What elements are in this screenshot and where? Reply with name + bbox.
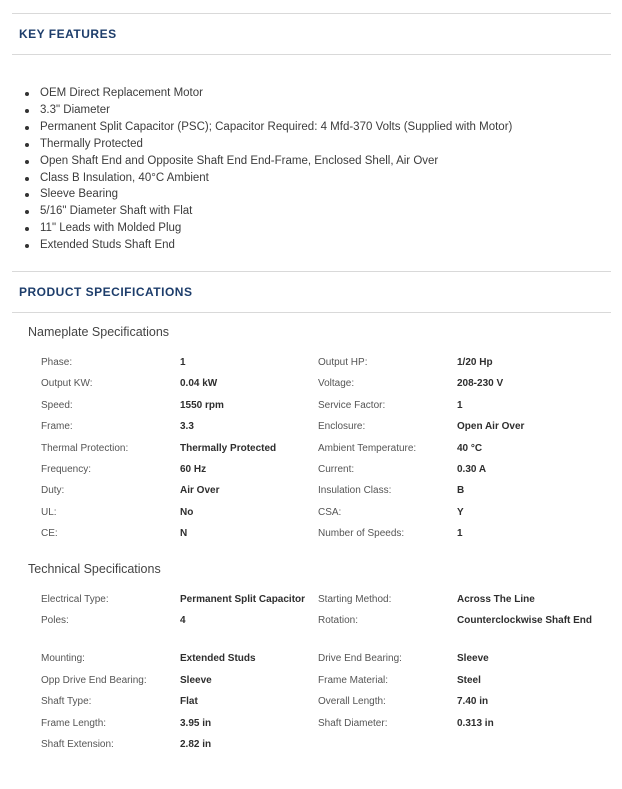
spec-value: 1550 rpm [180, 399, 224, 411]
spec-label: Number of Speeds: [318, 528, 405, 540]
spec-value: 208-230 V [457, 378, 504, 390]
spec-empty [457, 737, 601, 758]
spec-label: Mounting: [41, 653, 85, 665]
technical-specifications-table [41, 592, 601, 758]
feature-item: OEM Direct Replacement Motor [25, 85, 615, 102]
spec-value: 2.82 in [180, 738, 212, 750]
spec-label: Current: [318, 463, 355, 475]
spec-label: Shaft Extension: [41, 738, 114, 750]
spec-label: Phase: [41, 357, 73, 368]
table-row [41, 505, 601, 526]
spec-value: 40 °C [457, 442, 483, 454]
table-row [41, 441, 601, 462]
feature-item: Permanent Split Capacitor (PSC); Capacitor Required: 4 Mfd-370 Volts (Supplied with Motor) [25, 119, 615, 136]
spec-label: Voltage: [318, 378, 355, 390]
spec-label: Ambient Temperature: [318, 442, 417, 454]
key-features-divider [12, 54, 611, 55]
spec-label: Shaft Diameter: [318, 717, 388, 729]
top-divider [12, 13, 611, 14]
spec-value: Sleeve [457, 653, 489, 665]
feature-item: 5/16" Diameter Shaft with Flat [25, 203, 615, 220]
spec-label: Shaft Type: [41, 696, 92, 708]
spec-label: Rotation: [318, 615, 359, 627]
spec-value: 4 [180, 615, 186, 627]
table-row [41, 716, 601, 737]
spec-label: Frame Material: [318, 674, 389, 686]
table-row [41, 694, 601, 715]
feature-item: Class B Insulation, 40°C Ambient [25, 170, 615, 187]
table-row [41, 737, 601, 758]
spec-value: 0.30 A [457, 463, 487, 475]
spec-value: N [180, 528, 188, 540]
spec-label: Drive End Bearing: [318, 653, 402, 665]
product-specifications-heading: PRODUCT SPECIFICATIONS [19, 285, 193, 299]
spec-value: Extended Studs [180, 653, 256, 665]
spec-value: 7.40 in [457, 696, 489, 708]
spec-label: Speed: [41, 399, 73, 411]
spec-label: CSA: [318, 506, 342, 518]
spec-value: 1 [457, 399, 463, 411]
spec-label: Frame Length: [41, 717, 107, 729]
spec-value: Y [457, 506, 464, 518]
spec-value: 0.313 in [457, 717, 494, 729]
table-row [41, 613, 601, 651]
table-row [41, 526, 601, 547]
spec-value: Thermally Protected [180, 442, 277, 454]
spec-value: 1 [457, 528, 463, 540]
spec-value: 1 [180, 357, 186, 368]
spec-value: 0.04 kW [180, 378, 218, 390]
table-row [41, 376, 601, 397]
spec-value: Flat [180, 696, 198, 708]
spec-value: 1/20 Hp [457, 357, 493, 368]
table-row [41, 651, 601, 672]
spec-label: Enclosure: [318, 421, 366, 433]
spec-label: Output HP: [318, 357, 368, 368]
spec-label: CE: [41, 528, 58, 540]
table-row [41, 398, 601, 419]
product-specs-top-divider [12, 271, 611, 272]
spec-label: Opp Drive End Bearing: [41, 674, 147, 686]
feature-item: Extended Studs Shaft End [25, 237, 615, 254]
feature-item: 11" Leads with Molded Plug [25, 220, 615, 237]
key-features-list [25, 85, 615, 254]
spec-label: Frequency: [41, 463, 92, 475]
table-row [41, 462, 601, 483]
key-features-heading: KEY FEATURES [19, 27, 117, 41]
spec-value: Steel [457, 674, 481, 686]
spec-label: Overall Length: [318, 696, 386, 708]
spec-label: Frame: [41, 421, 73, 433]
spec-label: Duty: [41, 485, 65, 497]
feature-item: 3.3" Diameter [25, 102, 615, 119]
spec-label: UL: [41, 506, 57, 518]
spec-value: 60 Hz [180, 463, 207, 475]
feature-item: Open Shaft End and Opposite Shaft End End-Frame, Enclosed Shell, Air Over [25, 153, 615, 170]
product-specs-divider [12, 312, 611, 313]
spec-value: Open Air Over [457, 421, 525, 433]
table-row [41, 355, 601, 376]
spec-label: Insulation Class: [318, 485, 392, 497]
table-row [41, 419, 601, 440]
spec-value: Permanent Split Capacitor [180, 594, 306, 605]
spec-value: 3.95 in [180, 717, 212, 729]
spec-label: Thermal Protection: [41, 442, 129, 454]
spec-label: Starting Method: [318, 594, 392, 605]
spec-value: Sleeve [180, 674, 212, 686]
technical-specifications-title: Technical Specifications [28, 562, 161, 576]
spec-value: No [180, 506, 194, 518]
table-row [41, 592, 601, 613]
spec-label: Service Factor: [318, 399, 386, 411]
spec-value: 3.3 [180, 421, 194, 433]
feature-item: Sleeve Bearing [25, 186, 615, 203]
nameplate-specifications-title: Nameplate Specifications [28, 325, 170, 339]
table-row [41, 483, 601, 504]
spec-empty [318, 737, 457, 758]
spec-value: Across The Line [457, 594, 535, 605]
spec-label: Electrical Type: [41, 594, 109, 605]
nameplate-specifications-table [41, 355, 601, 548]
spec-label: Poles: [41, 615, 69, 627]
feature-item: Thermally Protected [25, 136, 615, 153]
spec-value: Air Over [180, 485, 220, 497]
spec-value: Counterclockwise Shaft End [457, 615, 593, 627]
spec-label: Output KW: [41, 378, 93, 390]
spec-value: B [457, 485, 465, 497]
table-row [41, 673, 601, 694]
